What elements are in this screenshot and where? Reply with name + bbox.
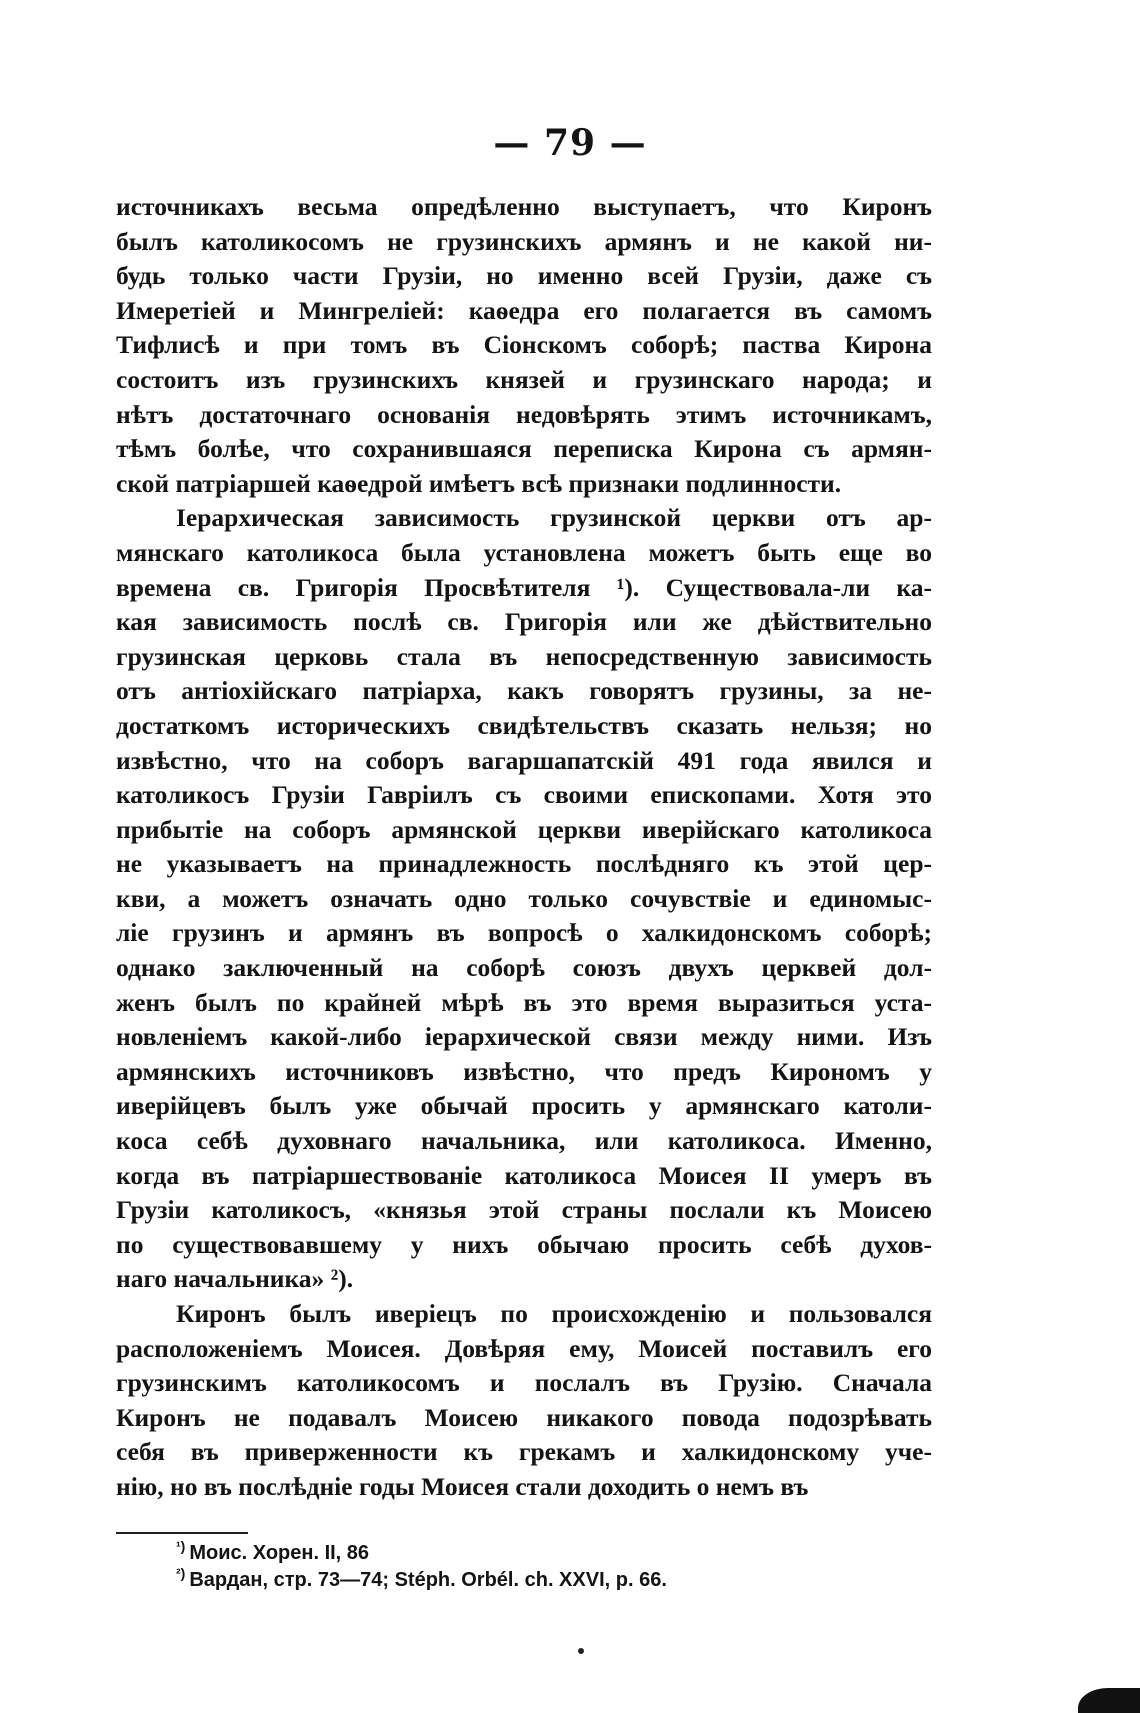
text-line: кви, а можетъ означать одно только сочувствіе и единомыс- xyxy=(116,883,932,913)
text-line: Тифлисѣ и при томъ въ Сіонскомъ соборѣ; паства Кирона xyxy=(116,330,932,360)
text-line: источникахъ весьма опредѣленно выступаетъ, что Киронъ xyxy=(116,192,932,221)
text-line: Киронъ былъ иверіецъ по происхожденію и пользовался xyxy=(176,1299,932,1328)
text-line: грузинская церковь стала въ непосредственную зависимость xyxy=(116,641,932,671)
ink-dot xyxy=(578,1648,584,1654)
footnote-mark: ¹) xyxy=(176,1538,186,1555)
text-line: Киронъ не подавалъ Моисею никакого повода подозрѣвать xyxy=(116,1402,932,1432)
text-line: Іерархическая зависимость грузинской церкви отъ ар- xyxy=(176,503,932,533)
footnote-rule xyxy=(116,1532,248,1534)
text-line: нѣтъ достаточнаго основанія недовѣрять этимъ источникамъ, xyxy=(116,399,932,429)
text-line: женъ былъ по крайней мѣрѣ въ это время выразиться уста- xyxy=(116,987,932,1017)
text-line: себя въ приверженности къ грекамъ и халкидонскому уче- xyxy=(116,1437,932,1467)
text-line: былъ католикосомъ не грузинскихъ армянъ и не какой ни- xyxy=(116,226,932,256)
text-line: католикосъ Грузіи Гавріилъ съ своими епископами. Хотя это xyxy=(116,780,932,810)
text-line: извѣстно, что на соборъ вагаршапатскій 491 года явился и xyxy=(116,745,932,775)
text-line: нію, но въ послѣдніе годы Моисея стали доходить о немъ въ xyxy=(116,1471,809,1501)
text-line: мянскаго католикоса была установлена можетъ быть еще во xyxy=(116,537,932,567)
text-line: прибытіе на соборъ армянской церкви иверійскаго католикоса xyxy=(116,814,932,844)
page-number: — 79 — xyxy=(493,122,647,164)
text-line: по существовавшему у нихъ обычаю просить себѣ духов- xyxy=(116,1229,932,1259)
footnote-mark: ²) xyxy=(176,1565,186,1582)
text-line: грузинскимъ католикосомъ и послалъ въ Грузію. Сначала xyxy=(116,1368,932,1398)
footnote-1 xyxy=(176,1540,936,1567)
text-line: Грузіи католикосъ, «князья этой страны послали къ Моисею xyxy=(116,1195,932,1225)
footnote-text: Моис. Хорен. II, 86 xyxy=(189,1542,370,1564)
text-line: состоитъ изъ грузинскихъ князей и грузинскаго народа; и xyxy=(116,364,932,394)
text-line: расположеніемъ Моисея. Довѣряя ему, Моисей поставилъ его xyxy=(116,1333,932,1363)
text-line: не указываетъ на принадлежность послѣдняго къ этой цер- xyxy=(116,849,932,879)
text-line: ліе грузинъ и армянъ въ вопросѣ о халкидонскомъ соборѣ; xyxy=(116,918,932,948)
text-line: тѣмъ болѣе, что сохранившаяся переписка Кирона съ армян- xyxy=(116,434,932,464)
text-line: времена св. Григорія Просвѣтителя ¹). Существовала-ли ка- xyxy=(116,572,932,602)
text-line: новленіемъ какой-либо іерархической связи между ними. Изъ xyxy=(116,1022,932,1052)
text-line: коса себѣ духовнаго начальника, или католикоса. Именно, xyxy=(116,1126,932,1156)
text-line: кая зависимость послѣ св. Григорія или же дѣйствительно xyxy=(116,607,932,637)
text-line: наго начальника» ²). xyxy=(116,1264,354,1294)
footnote-text: Вардан, стр. 73—74; Stéph. Orbél. ch. XXVI, p. 66. xyxy=(189,1569,667,1591)
body-text xyxy=(116,190,932,1505)
text-line: армянскихъ источниковъ извѣстно, что предъ Кирономъ у xyxy=(116,1056,932,1086)
text-line: достаткомъ историческихъ свидѣтельствъ сказать нельзя; но xyxy=(116,710,932,740)
text-line: ской патріаршей каѳедрой имѣетъ всѣ признаки подлинности. xyxy=(116,468,842,498)
text-line: будь только части Грузіи, но именно всей Грузіи, даже съ xyxy=(116,261,932,291)
footnote-2 xyxy=(176,1567,936,1594)
text-line: когда въ патріаршествованіе католикоса Моисея II умеръ въ xyxy=(116,1160,932,1190)
text-line: отъ антіохійскаго патріарха, какъ говорятъ грузины, за не- xyxy=(116,676,932,706)
text-line: однако заключенный на соборѣ союзъ двухъ церквей дол- xyxy=(116,953,932,983)
text-line: иверійцевъ былъ уже обычай просить у армянскаго католи- xyxy=(116,1091,932,1121)
text-line: Имеретіей и Мингреліей: каѳедра его полагается въ самомъ xyxy=(116,295,932,325)
scan-corner-mark xyxy=(1078,1688,1140,1713)
footnotes xyxy=(176,1540,936,1594)
